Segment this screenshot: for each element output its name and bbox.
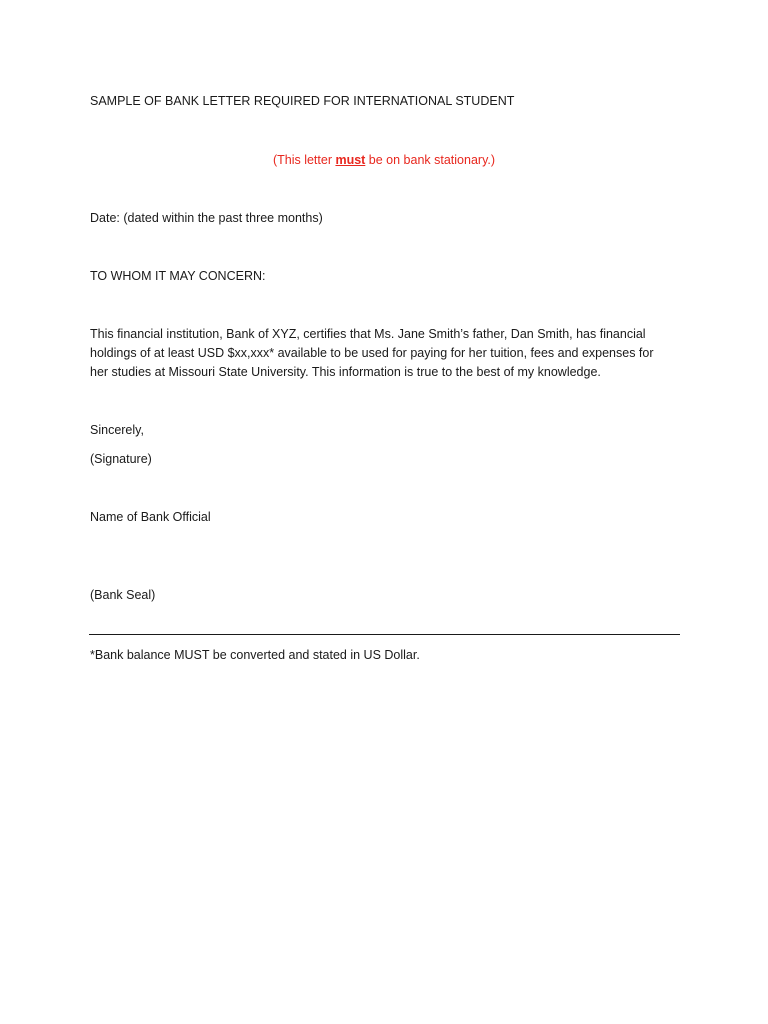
body-line: This financial institution, Bank of XYZ, certifies that Ms. Jane Smith’s father, Dan Smith, has financial <box>90 327 646 341</box>
stationery-notice <box>0 151 768 170</box>
date-line: Date: (dated within the past three months) <box>90 211 323 225</box>
bank-seal-placeholder: (Bank Seal) <box>90 588 156 602</box>
document-title: SAMPLE OF BANK LETTER REQUIRED FOR INTERNATIONAL STUDENT <box>90 94 515 108</box>
signature-placeholder: (Signature) <box>90 452 152 466</box>
notice-emphasis: must <box>335 153 366 167</box>
footnote: *Bank balance MUST be converted and stated in US Dollar. <box>90 648 420 662</box>
notice-text-after: be on bank stationary.) <box>365 153 496 167</box>
notice-text-before: (This letter <box>272 153 336 167</box>
salutation: TO WHOM IT MAY CONCERN: <box>90 269 266 283</box>
footnote-divider <box>89 634 680 635</box>
body-paragraph <box>90 325 680 382</box>
closing: Sincerely, <box>90 423 144 437</box>
body-line: holdings of at least USD $xx,xxx* available to be used for paying for her tuition, fees and expenses for <box>90 346 654 360</box>
bank-official-name: Name of Bank Official <box>90 510 211 524</box>
body-line: her studies at Missouri State University. This information is true to the best of my knowledge. <box>90 365 601 379</box>
